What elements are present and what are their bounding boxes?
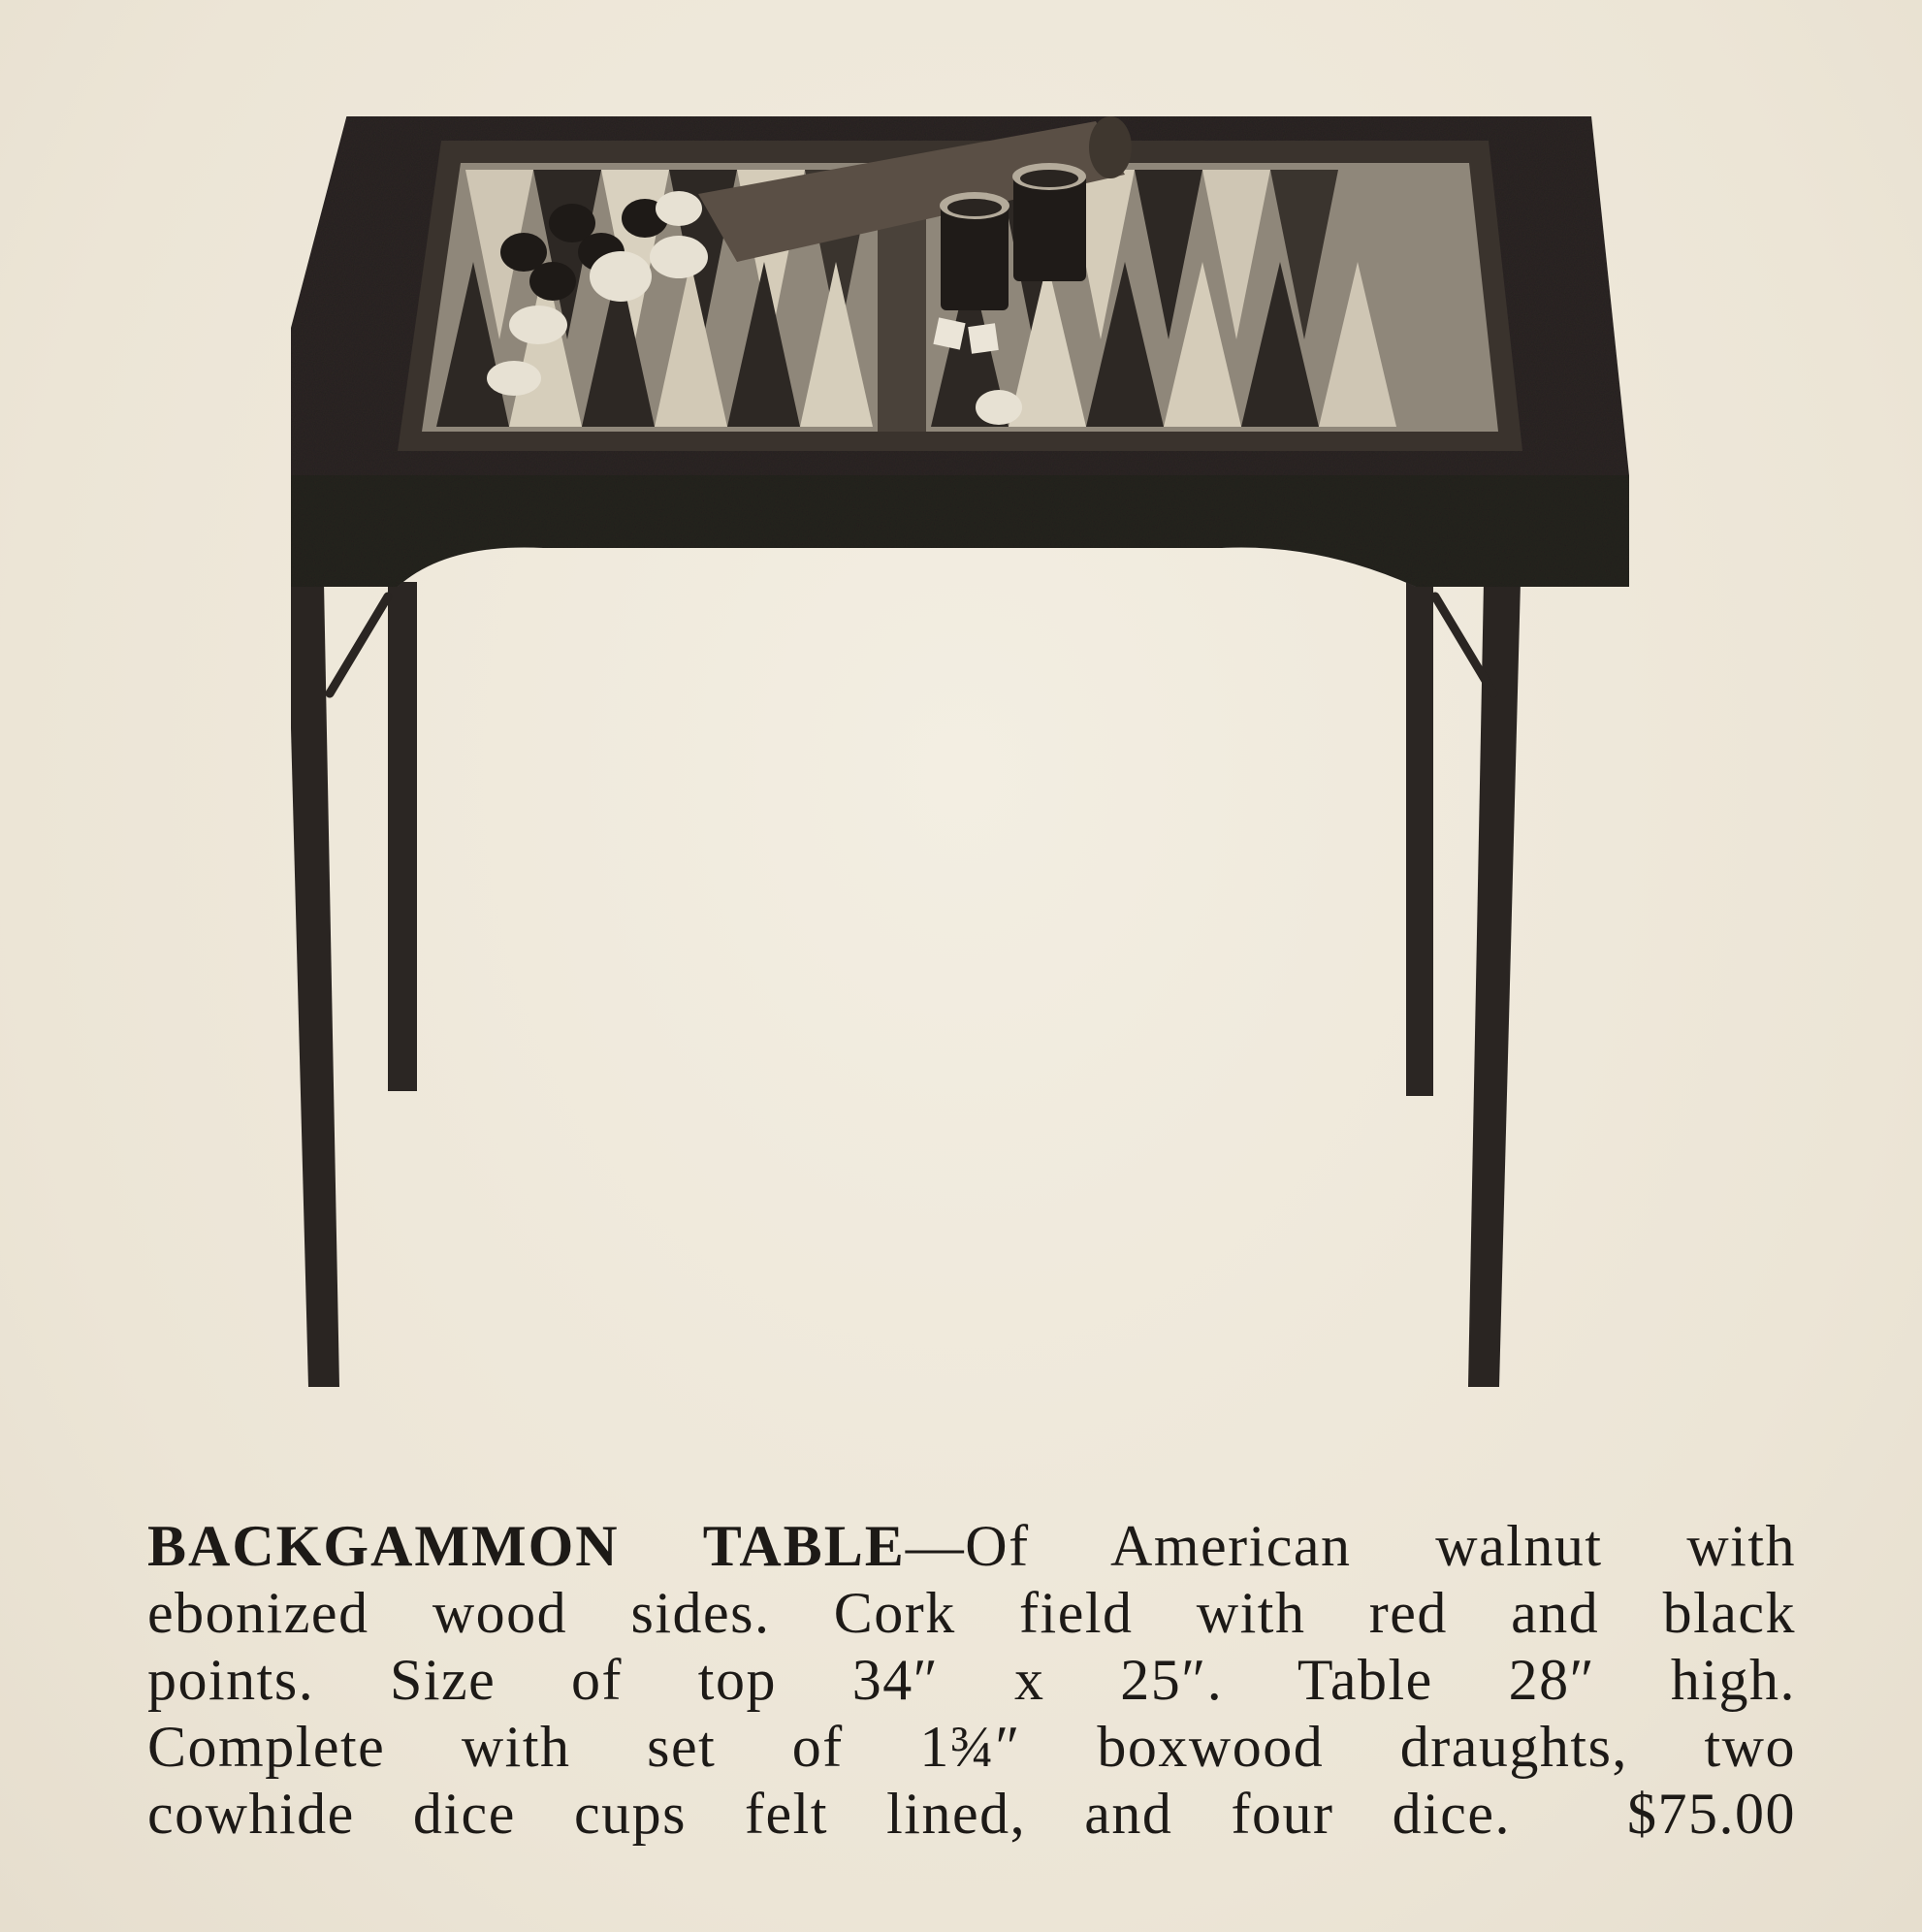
table-back-legs [388,582,1433,1096]
caption-line-3: points. Size of top 34″ x 25″. Table 28″ high. [147,1648,1796,1712]
backgammon-table-illustration [291,116,1649,1406]
product-title: BACKGAMMON TABLE [147,1514,906,1578]
caption-line-2: ebonized wood sides. Cork field with red and black [147,1581,1796,1645]
table-leg-braces [330,596,1493,693]
caption-line-1 [147,1513,1796,1580]
description-line-1: —Of American walnut with [905,1514,1796,1578]
description-line-5: cowhide dice cups felt lined, and four dice. [147,1782,1511,1846]
product-caption [147,1513,1796,1848]
caption-line-5 [147,1781,1796,1848]
product-price: $75.00 [1627,1782,1796,1846]
table-front-legs [291,582,1521,1387]
caption-line-4: Complete with set of 1¾″ boxwood draughts, two [147,1715,1796,1779]
